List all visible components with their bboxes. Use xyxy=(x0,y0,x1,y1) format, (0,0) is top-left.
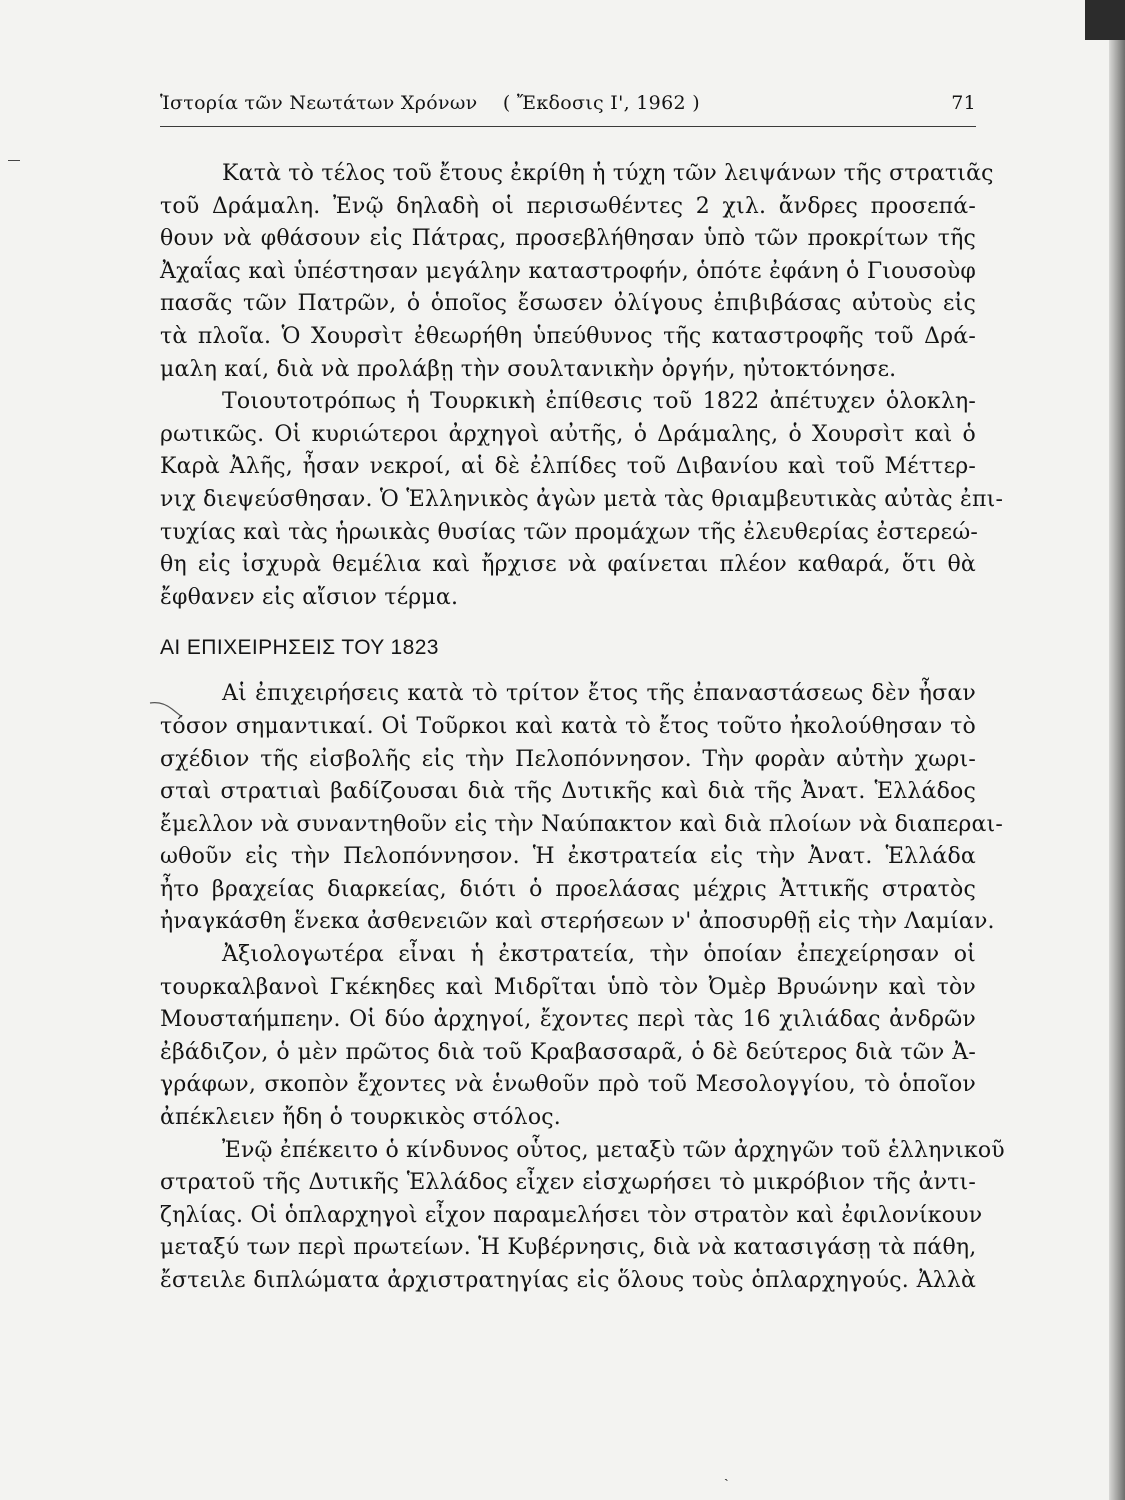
text-line: ἔστειλε διπλώματα ἀρχιστρατηγίας εἰς ὅλους τοὺς ὁπλαρχηγούς. Ἀλλὰ xyxy=(160,1268,976,1293)
text-line: Μουσταήμπεην. Οἱ δύο ἀρχηγοί, ἔχοντες περὶ τὰς 16 χιλιάδας ἀνδρῶν xyxy=(160,1007,976,1033)
header-title-group xyxy=(160,92,700,114)
text-line: τόσον σημαντικαί. Οἱ Τοῦρκοι καὶ κατὰ τὸ ἔτος τοῦτο ἠκολούθησαν τὸ xyxy=(160,713,976,739)
page-number: 71 xyxy=(951,92,976,114)
text-line: θη εἰς ἰσχυρὰ θεμέλια καὶ ἤρχισε νὰ φαίνεται πλέον καθαρά, ὅτι θὰ xyxy=(160,552,976,578)
paragraph-4 xyxy=(160,939,976,1135)
text-line: τοῦ Δράμαλη. Ἐνῷ δηλαδὴ οἱ περισωθέντες 2 χιλ. ἄνδρες προσεπά- xyxy=(160,193,976,219)
header-rule xyxy=(160,126,976,127)
text-line: Αἱ ἐπιχειρήσεις κατὰ τὸ τρίτον ἔτος τῆς ἐπαναστάσεως δὲν ἦσαν xyxy=(222,681,976,707)
pencil-stroke-mark xyxy=(148,697,188,721)
paragraph-2 xyxy=(160,386,1004,614)
text-line: σχέδιον τῆς εἰσβολῆς εἰς τὴν Πελοπόννησον. Τὴν φορὰν αὐτὴν χωρι- xyxy=(160,746,976,772)
paragraph-5 xyxy=(160,1135,1005,1298)
text-line: ἔφθανεν εἰς αἴσιον τέρμα. xyxy=(160,584,459,610)
text-line: ζηλίας. Οἱ ὁπλαρχηγοὶ εἶχον παραμελήσει τὸν στρατὸν καὶ ἐφιλονίκουν xyxy=(160,1202,983,1228)
text-line: ἠναγκάσθη ἕνεκα ἀσθενειῶν καὶ στερήσεων ν' ἀποσυρθῇ εἰς τὴν Λαμίαν. xyxy=(160,909,995,935)
text-line: τουρκαλβανοὶ Γκέκηδες καὶ Μιδρῖται ὑπὸ τὸν Ὀμὲρ Βρυώνην καὶ τὸν xyxy=(160,974,976,1000)
section-heading: ΑΙ ΕΠΙΧΕΙΡΗΣΕΙΣ ΤΟΥ 1823 xyxy=(160,636,439,660)
text-line: νιχ διεψεύσθησαν. Ὁ Ἑλληνικὸς ἀγὼν μετὰ τὰς θριαμβευτικὰς αὐτὰς ἐπι- xyxy=(160,486,1004,512)
text-line: θουν νὰ φθάσουν εἰς Πάτρας, προσεβλήθησαν ὑπὸ τῶν προκρίτων τῆς xyxy=(160,226,976,252)
text-line: Ἐνῷ ἐπέκειτο ὁ κίνδυνος οὗτος, μεταξὺ τῶν ἀρχηγῶν τοῦ ἑλληνικοῦ xyxy=(222,1137,1005,1163)
text-line: τὰ πλοῖα. Ὁ Χουρσὶτ ἐθεωρήθη ὑπεύθυνος τῆς καταστροφῆς τοῦ Δρά- xyxy=(160,323,976,349)
text-line: ἦτο βραχείας διαρκείας, διότι ὁ προελάσας μέχρις Ἀττικῆς στρατὸς xyxy=(160,876,976,902)
text-line: ἀπέκλειεν ἤδη ὁ τουρκικὸς στόλος. xyxy=(160,1105,561,1131)
text-line: μαλη καί, διὰ νὰ προλάβῃ τὴν σουλτανικὴν ὀργήν, ηὐτοκτόνησε. xyxy=(160,356,897,382)
text-line: πασᾶς τῶν Πατρῶν, ὁ ὁποῖος ἔσωσεν ὀλίγους ἐπιβιβάσας αὐτοὺς εἰς xyxy=(160,291,976,317)
paragraph-3 xyxy=(160,678,1003,939)
text-line: Ἀχαΐας καὶ ὑπέστησαν μεγάλην καταστροφήν, ὁπότε ἐφάνη ὁ Γιουσοὺφ xyxy=(160,258,976,284)
text-line: γράφων, σκοπὸν ἔχοντες νὰ ἑνωθοῦν πρὸ τοῦ Μεσολογγίου, τὸ ὁποῖον xyxy=(160,1072,976,1098)
text-line: Καρὰ Ἀλῆς, ἦσαν νεκροί, αἱ δὲ ἐλπίδες τοῦ Διβανίου καὶ τοῦ Μέττερ- xyxy=(160,454,976,480)
text-line: μεταξύ των περὶ πρωτείων. Ἡ Κυβέρνησις, διὰ νὰ κατασιγάσῃ τὰ πάθη, xyxy=(160,1235,977,1261)
running-title: Ἱστορία τῶν Νεωτάτων Χρόνων xyxy=(160,92,478,114)
text-line: Ἀξιολογωτέρα εἶναι ἡ ἐκστρατεία, τὴν ὁποίαν ἐπεχείρησαν οἱ xyxy=(222,942,976,968)
edition-note: ( Ἔκδοσις Ι', 1962 ) xyxy=(502,92,700,114)
body-text xyxy=(160,158,1005,1298)
ink-speck: ˏ xyxy=(724,1466,729,1482)
text-line: ωθοῦν εἰς τὴν Πελοπόννησον. Ἡ ἐκστρατεία εἰς τὴν Ἀνατ. Ἑλλάδα xyxy=(160,844,976,870)
scan-corner-shadow xyxy=(1085,0,1125,40)
text-line: Κατὰ τὸ τέλος τοῦ ἔτους ἐκρίθη ἡ τύχη τῶν λειψάνων τῆς στρατιᾶς xyxy=(222,161,994,186)
margin-mark xyxy=(8,160,20,161)
text-line: ἐβάδιζον, ὁ μὲν πρῶτος διὰ τοῦ Κραβασσαρᾶ, ὁ δὲ δεύτερος διὰ τῶν Ἀ- xyxy=(160,1039,976,1065)
scan-page-edge xyxy=(1109,0,1125,1500)
paragraph-1 xyxy=(160,158,994,386)
text-line: ρωτικῶς. Οἱ κυριώτεροι ἀρχηγοὶ αὐτῆς, ὁ Δράμαλης, ὁ Χουρσὶτ καὶ ὁ xyxy=(160,421,976,447)
text-line: ἔμελλον νὰ συναντηθοῦν εἰς τὴν Ναύπακτον καὶ διὰ πλοίων νὰ διαπεραι- xyxy=(160,811,1003,837)
text-line: Τοιουτοτρόπως ἡ Τουρκικὴ ἐπίθεσις τοῦ 1822 ἀπέτυχεν ὁλοκλη- xyxy=(222,389,976,415)
running-header xyxy=(160,92,976,114)
text-line: στρατοῦ τῆς Δυτικῆς Ἑλλάδος εἶχεν εἰσχωρήσει τὸ μικρόβιον τῆς ἀντι- xyxy=(160,1170,976,1196)
text-line: σταὶ στρατιαὶ βαδίζουσαι διὰ τῆς Δυτικῆς καὶ διὰ τῆς Ἀνατ. Ἑλλάδος xyxy=(160,779,976,805)
text-line: τυχίας καὶ τὰς ἡρωικὰς θυσίας τῶν προμάχων τῆς ἐλευθερίας ἐστερεώ- xyxy=(160,519,979,545)
